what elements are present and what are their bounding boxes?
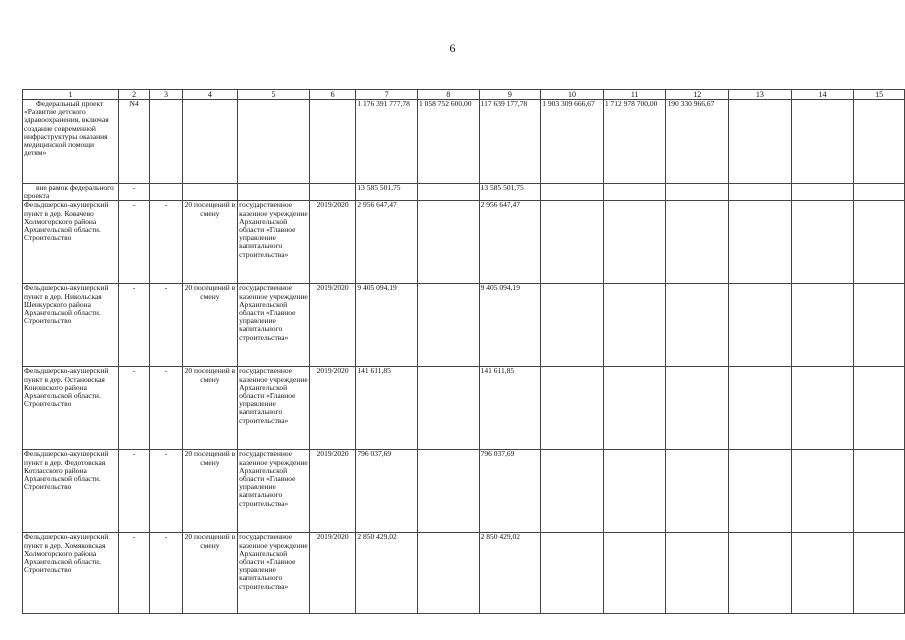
table-cell-col12: 190 330 966,67 (666, 100, 729, 184)
table-cell-col4: 20 посещений в смену (182, 367, 238, 450)
column-header: 15 (854, 90, 905, 100)
table-cell-col8 (417, 367, 479, 450)
table-cell-col8: 1 058 752 600,00 (417, 100, 479, 184)
column-header: 5 (238, 90, 310, 100)
table-cell-col11 (603, 533, 666, 614)
table-cell-col8 (417, 284, 479, 367)
table-cell-col13 (729, 533, 792, 614)
table-cell-col12 (666, 367, 729, 450)
table-cell-col5: государственное казенное учреждение Архангельской области «Главное управление капитального строительства» (238, 533, 310, 614)
table-cell-col12 (666, 533, 729, 614)
budget-table (22, 89, 905, 614)
table-cell-col9: 13 585 501,75 (479, 184, 541, 201)
table-cell-col7: 9 405 094,19 (356, 284, 418, 367)
table-cell-col7: 13 585 501,75 (356, 184, 418, 201)
column-header: 7 (356, 90, 418, 100)
table-cell-col12 (666, 201, 729, 284)
table-cell-col6: 2019/2020 (309, 284, 355, 367)
table-cell-col13 (729, 184, 792, 201)
table-cell-col2: - (118, 450, 149, 533)
table-header-row (23, 90, 905, 100)
table-cell-col14 (791, 367, 854, 450)
table-cell-col7: 141 611,85 (356, 367, 418, 450)
table-cell-col5: государственное казенное учреждение Архангельской области «Главное управление капитального строительства» (238, 450, 310, 533)
table-cell-col2: - (118, 367, 149, 450)
table-cell-col9: 2 850 429,02 (479, 533, 541, 614)
table-cell-col15 (854, 533, 905, 614)
table-cell-col3: - (150, 284, 182, 367)
table-row (23, 533, 905, 614)
table-cell-col14 (791, 450, 854, 533)
table-cell-col1: Фельдшерско-акушерский пункт в дер. Хомяковская Холмогорского района Архангельской области. Строительство (23, 533, 119, 614)
table-cell-col7: 1 176 391 777,78 (356, 100, 418, 184)
table-cell-col2: - (118, 201, 149, 284)
table-cell-col11 (603, 284, 666, 367)
table-cell-col11 (603, 184, 666, 201)
table-cell-col1: вне рамок федерального проекта (23, 184, 119, 201)
table-cell-col10 (541, 284, 604, 367)
table-cell-col10 (541, 533, 604, 614)
table-cell-col10 (541, 450, 604, 533)
table-cell-col10 (541, 201, 604, 284)
table-cell-col15 (854, 450, 905, 533)
table-cell-col8 (417, 450, 479, 533)
column-header: 4 (182, 90, 238, 100)
table-cell-col4: 20 посещений в смену (182, 284, 238, 367)
table-cell-col15 (854, 184, 905, 201)
table-cell-col13 (729, 450, 792, 533)
table-cell-col11 (603, 367, 666, 450)
table-cell-col2: N4 (118, 100, 149, 184)
table-cell-col12 (666, 284, 729, 367)
table-cell-col1: Фельдшерско-акушерский пункт в дер. Федотовская Котласского района Архангельской области. Строительство (23, 450, 119, 533)
table-cell-col5 (238, 100, 310, 184)
table-row (23, 450, 905, 533)
table-cell-col9: 2 956 647,47 (479, 201, 541, 284)
table-cell-col7: 2 850 429,02 (356, 533, 418, 614)
column-header: 12 (666, 90, 729, 100)
table-cell-col6 (309, 100, 355, 184)
table-cell-col15 (854, 284, 905, 367)
column-header: 10 (541, 90, 604, 100)
table-cell-col5: государственное казенное учреждение Архангельской области «Главное управление капитального строительства» (238, 367, 310, 450)
table-cell-col6: 2019/2020 (309, 533, 355, 614)
table-cell-col10 (541, 184, 604, 201)
table-cell-col1: Фельдшерско-акушерский пункт в дер. Ковачево Холмогорского района Архангельской области. Строительство (23, 201, 119, 284)
table-cell-col3: - (150, 533, 182, 614)
table-row (23, 367, 905, 450)
table-cell-col9: 9 405 094,19 (479, 284, 541, 367)
column-header: 2 (118, 90, 149, 100)
column-header: 14 (791, 90, 854, 100)
table-cell-col5: государственное казенное учреждение Архангельской области «Главное управление капитального строительства» (238, 284, 310, 367)
table-row (23, 284, 905, 367)
table-cell-col14 (791, 284, 854, 367)
table-cell-col8 (417, 201, 479, 284)
column-header: 11 (603, 90, 666, 100)
table-cell-col8 (417, 184, 479, 201)
table-row (23, 100, 905, 184)
table-cell-col9: 117 639 177,78 (479, 100, 541, 184)
table-cell-col15 (854, 201, 905, 284)
column-header: 6 (309, 90, 355, 100)
table-cell-col2: - (118, 284, 149, 367)
table-cell-col4: 20 посещений в смену (182, 533, 238, 614)
table-cell-col9: 141 611,85 (479, 367, 541, 450)
table-cell-col10: 1 903 309 666,67 (541, 100, 604, 184)
table-cell-col2: - (118, 533, 149, 614)
table-cell-col14 (791, 533, 854, 614)
table-cell-col8 (417, 533, 479, 614)
column-header: 13 (729, 90, 792, 100)
table-cell-col4 (182, 100, 238, 184)
table-cell-col4: 20 посещений в смену (182, 450, 238, 533)
table-cell-col6: 2019/2020 (309, 201, 355, 284)
table-cell-col6 (309, 184, 355, 201)
table-cell-col10 (541, 367, 604, 450)
table-cell-col13 (729, 284, 792, 367)
table-cell-col7: 796 037,69 (356, 450, 418, 533)
table-cell-col7: 2 956 647,47 (356, 201, 418, 284)
table-cell-col1: Фельдшерско-акушерский пункт в дер. Никольская Шенкурского района Архангельской области. Строительство (23, 284, 119, 367)
table-cell-col14 (791, 100, 854, 184)
table-cell-col14 (791, 201, 854, 284)
table-cell-col15 (854, 367, 905, 450)
table-cell-col11 (603, 201, 666, 284)
table-cell-col3 (150, 100, 182, 184)
table-cell-col12 (666, 184, 729, 201)
table-cell-col12 (666, 450, 729, 533)
column-header: 9 (479, 90, 541, 100)
table-cell-col3: - (150, 367, 182, 450)
table-cell-col9: 796 037,69 (479, 450, 541, 533)
table-cell-col13 (729, 201, 792, 284)
column-header: 8 (417, 90, 479, 100)
table-cell-col13 (729, 100, 792, 184)
table-cell-col1: Федеральный проект «Развитие детского здравоохранения, включая создание современной инфраструктуры оказания медицинской помощи детям» (23, 100, 119, 184)
table-cell-col6: 2019/2020 (309, 367, 355, 450)
table-cell-col11: 1 712 978 700,00 (603, 100, 666, 184)
table-cell-col5: государственное казенное учреждение Архангельской области «Главное управление капитального строительства» (238, 201, 310, 284)
table-cell-col4 (182, 184, 238, 201)
table-row (23, 184, 905, 201)
table-cell-col2: - (118, 184, 149, 201)
table-cell-col14 (791, 184, 854, 201)
table-cell-col11 (603, 450, 666, 533)
table-cell-col3 (150, 184, 182, 201)
column-header: 1 (23, 90, 119, 100)
page-number: 6 (449, 41, 456, 55)
table-cell-col1: Фельдшерско-акушерский пункт в дер. Остановская Коношского района Архангельской области. Строительство (23, 367, 119, 450)
column-header: 3 (150, 90, 182, 100)
table-cell-col5 (238, 184, 310, 201)
table-cell-col3: - (150, 201, 182, 284)
table-cell-col15 (854, 100, 905, 184)
table-row (23, 201, 905, 284)
table-cell-col3: - (150, 450, 182, 533)
table-cell-col4: 20 посещений в смену (182, 201, 238, 284)
table-cell-col6: 2019/2020 (309, 450, 355, 533)
table-cell-col13 (729, 367, 792, 450)
